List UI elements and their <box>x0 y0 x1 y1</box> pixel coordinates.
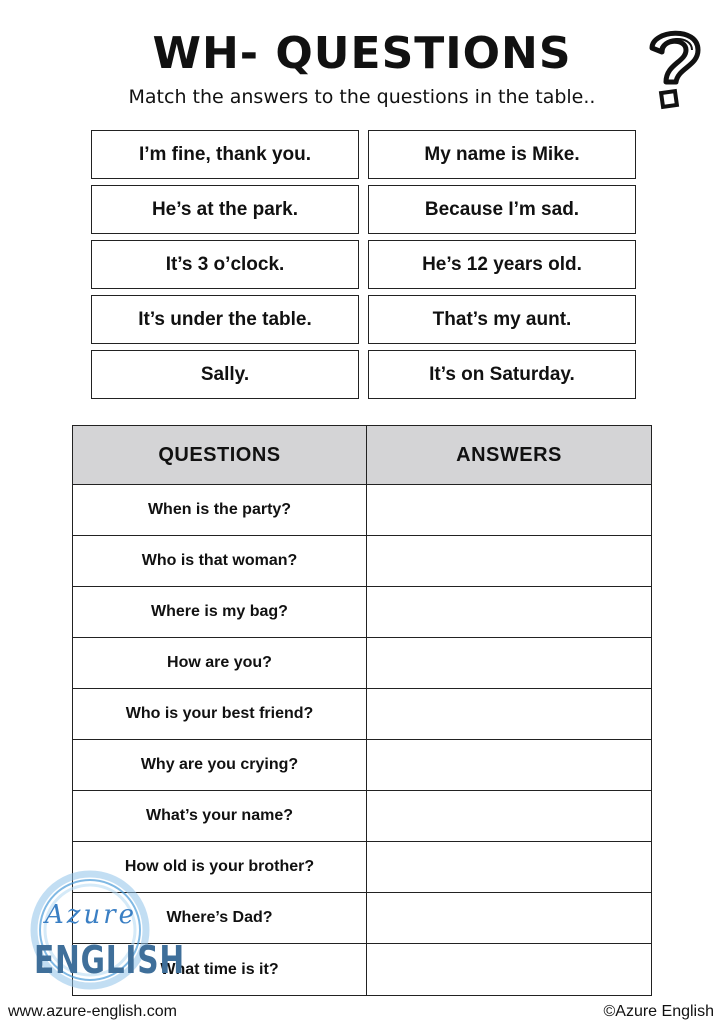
logo-azure-text: Azure <box>45 900 138 930</box>
answer-cell[interactable] <box>367 842 651 892</box>
answer-box: He’s at the park. <box>91 185 359 234</box>
answer-box: Sally. <box>91 350 359 399</box>
answer-cell[interactable] <box>367 638 651 688</box>
answer-box: He’s 12 years old. <box>368 240 636 289</box>
answer-box: My name is Mike. <box>368 130 636 179</box>
copyright: ©Azure English <box>603 1003 714 1020</box>
question-cell: Who is your best friend? <box>73 689 367 739</box>
question-cell: What’s your name? <box>73 791 367 841</box>
answer-cell[interactable] <box>367 740 651 790</box>
table-row <box>73 740 651 791</box>
answer-cell[interactable] <box>367 587 651 637</box>
answer-box: Because I’m sad. <box>368 185 636 234</box>
table-row <box>73 485 651 536</box>
answers-header: ANSWERS <box>456 443 562 466</box>
question-cell: How are you? <box>73 638 367 688</box>
answer-cell[interactable] <box>367 485 651 535</box>
answer-cell[interactable] <box>367 893 651 943</box>
answer-box: It’s 3 o’clock. <box>91 240 359 289</box>
table-row <box>73 791 651 842</box>
answer-cell[interactable] <box>367 536 651 586</box>
answer-box: That’s my aunt. <box>368 295 636 344</box>
table-header <box>73 426 651 485</box>
question-cell: Why are you crying? <box>73 740 367 790</box>
answer-cell[interactable] <box>367 689 651 739</box>
questions-header: QUESTIONS <box>73 426 367 484</box>
answer-cell[interactable] <box>367 944 651 995</box>
question-cell: Where is my bag? <box>73 587 367 637</box>
page-title: WH- QUESTIONS <box>152 28 572 79</box>
website-link[interactable]: www.azure-english.com <box>8 1003 177 1020</box>
question-mark-icon <box>640 22 710 118</box>
answer-cell[interactable] <box>367 791 651 841</box>
question-cell: How old is your brother? <box>73 842 367 892</box>
table-row <box>73 587 651 638</box>
logo-english-text: ENGLISH <box>34 938 185 982</box>
question-cell: Who is that woman? <box>73 536 367 586</box>
answer-box: It’s under the table. <box>91 295 359 344</box>
table-row <box>73 536 651 587</box>
table-row <box>73 689 651 740</box>
instructions: Match the answers to the questions in the table.. <box>128 86 596 108</box>
answer-box: It’s on Saturday. <box>368 350 636 399</box>
question-cell: Where’s Dad? <box>73 893 367 943</box>
question-cell: What time is it? <box>73 944 367 995</box>
question-cell: When is the party? <box>73 485 367 535</box>
table-row <box>73 638 651 689</box>
answer-box: I’m fine, thank you. <box>91 130 359 179</box>
